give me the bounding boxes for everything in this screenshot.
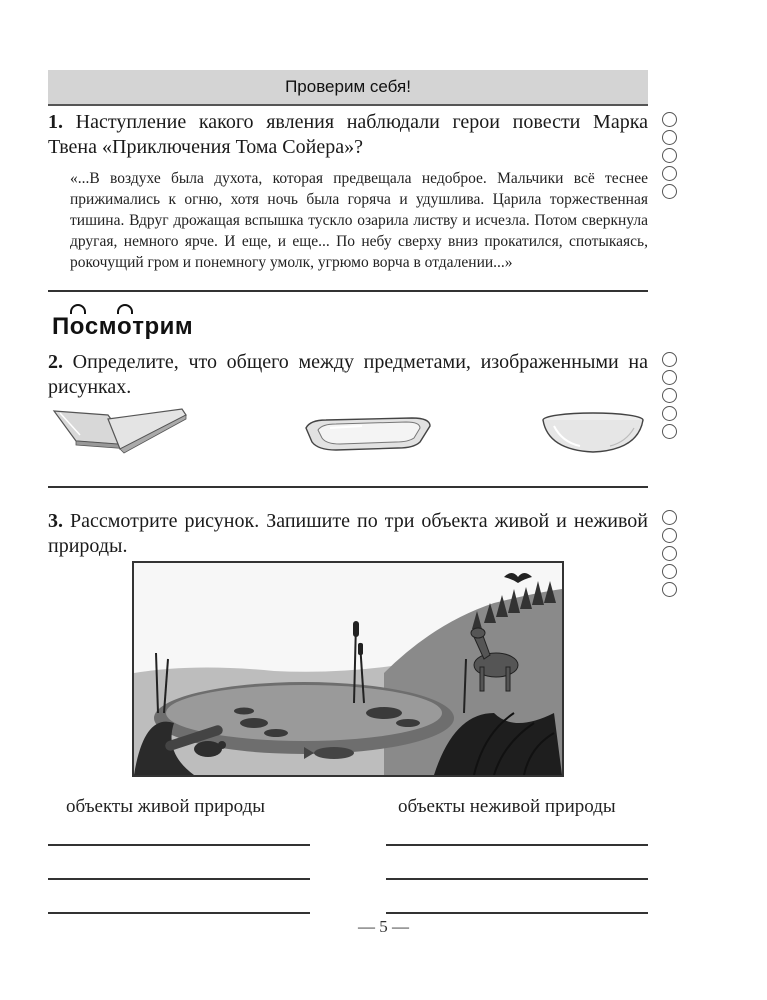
score-circles-1 bbox=[662, 112, 677, 199]
score-circles-2 bbox=[662, 352, 677, 439]
section-header bbox=[48, 70, 648, 106]
score-circle[interactable] bbox=[662, 406, 677, 421]
score-circle[interactable] bbox=[662, 184, 677, 199]
look-heading-part: о bbox=[117, 313, 133, 340]
nonliving-answer-line[interactable] bbox=[386, 912, 648, 914]
score-circle[interactable] bbox=[662, 424, 677, 439]
question-2-text: Определите, что общего между предметами, изображенными на рисунках. bbox=[48, 351, 648, 398]
glass-dish-image bbox=[302, 412, 434, 454]
nonliving-objects-label: объекты неживой природы bbox=[398, 796, 616, 817]
look-heading-part: см bbox=[84, 313, 118, 340]
score-circle[interactable] bbox=[662, 112, 677, 127]
question-2-number: 2. bbox=[48, 351, 63, 373]
score-circle[interactable] bbox=[662, 528, 677, 543]
section-header-title: Проверим себя! bbox=[285, 77, 411, 96]
living-answer-line[interactable] bbox=[48, 878, 310, 880]
nature-scene-image bbox=[132, 561, 564, 777]
question-3-text: Рассмотрите рисунок. Запишите по три объекта живой и неживой природы. bbox=[48, 510, 648, 557]
score-circle[interactable] bbox=[662, 370, 677, 385]
page-number: — 5 — bbox=[358, 917, 409, 936]
look-heading-part: о bbox=[69, 313, 85, 340]
living-objects-label: объекты живой природы bbox=[66, 796, 266, 817]
score-circle[interactable] bbox=[662, 510, 677, 525]
eye-icon bbox=[70, 313, 85, 341]
living-answer-line[interactable] bbox=[48, 912, 310, 914]
nonliving-answer-line[interactable] bbox=[386, 844, 648, 846]
question-1-number: 1. bbox=[48, 111, 63, 133]
look-heading-part: П bbox=[52, 313, 70, 340]
score-circle[interactable] bbox=[662, 582, 677, 597]
score-circle[interactable] bbox=[662, 148, 677, 163]
score-circle[interactable] bbox=[662, 352, 677, 367]
question-3 bbox=[48, 509, 648, 559]
glass-bowl-image bbox=[540, 410, 646, 456]
score-circle[interactable] bbox=[662, 130, 677, 145]
score-circle[interactable] bbox=[662, 166, 677, 181]
score-circles-3 bbox=[662, 510, 677, 597]
score-circle[interactable] bbox=[662, 388, 677, 403]
glass-plates-image bbox=[50, 405, 190, 457]
question-3-number: 3. bbox=[48, 510, 63, 532]
look-heading bbox=[52, 313, 193, 341]
question-2 bbox=[48, 350, 648, 400]
living-answer-line[interactable] bbox=[48, 844, 310, 846]
question-1-text: Наступление какого явления наблюдали герои повести Марка Твена «Приключения Тома Сойера»? bbox=[48, 111, 649, 158]
eye-icon bbox=[117, 313, 132, 341]
question-1 bbox=[48, 110, 648, 160]
question-1-quote: «...В воздухе была духота, которая предвещала недоброе. Мальчики всё теснее прижимались к огню, хотя ночь была горяча и удушлива. Царила торжественная тишина. Вдруг дрожащая вспышка тускло озарила листву и исчезла. Потом сверкнула другая, немного ярче. И еще, и еще... По небу сверху вниз прокатился, спотыкаясь, рокочущий гром и понемногу умолк, угрюмо ворча в отдалении...» bbox=[70, 170, 648, 271]
answer-line-2[interactable] bbox=[48, 486, 648, 488]
look-heading-part: трим bbox=[132, 313, 194, 340]
nonliving-answer-line[interactable] bbox=[386, 878, 648, 880]
answer-line-1[interactable] bbox=[48, 290, 648, 292]
score-circle[interactable] bbox=[662, 546, 677, 561]
score-circle[interactable] bbox=[662, 564, 677, 579]
